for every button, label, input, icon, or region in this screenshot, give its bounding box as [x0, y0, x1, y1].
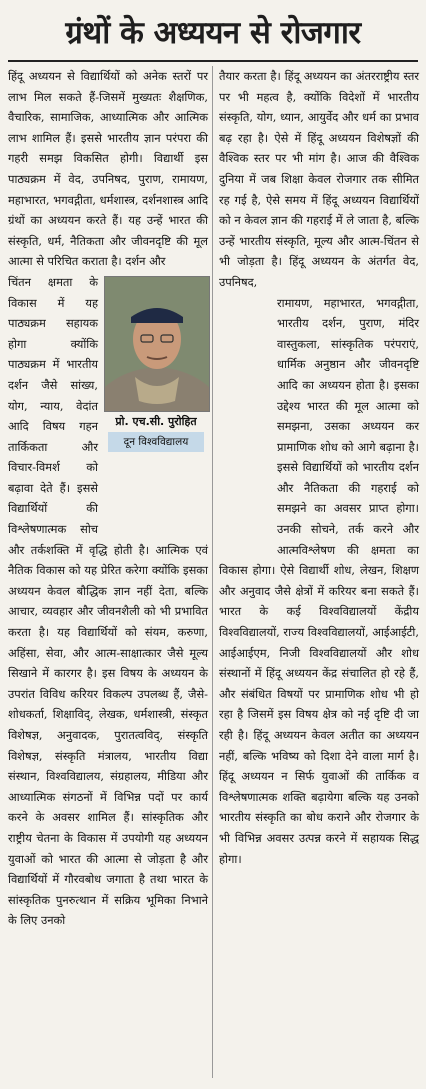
right-paragraph-1: तैयार करता है। हिंदू अध्ययन का अंतरराष्ट्रीय स्तर पर भी महत्व है, क्योंकि विदेशों में भारतीय संस्कृति, योग, ध्यान, आयुर्वेद और धर्म का प्रभाव बढ़ रहा है। ऐसे में हिंदू अध्ययन विशेषज्ञों की वैश्विक स्तर पर भी मांग है। आज की वैश्विक दुनिया में जब शिक्षा केवल रोजगार तक सीमित रह गई है, ऐसे समय में हिंदू अध्ययन विद्यार्थियों को न केवल ज्ञान की गहराई में ले जाता है, बल्कि उन्हें भारतीय संस्कृति, मूल्य और आत्म-चिंतन से भी जोड़ता है। हिंदू अध्ययन के अंतर्गत वेद, उपनिषद, — [219, 69, 419, 289]
right-paragraph-2: रामायण, महाभारत, भगवद्गीता, भारतीय दर्शन, पुराण, मंदिर वास्तुकला, सांस्कृतिक परंपराएं, धार्मिक अनुष्ठान और जीवनदृष्टि आदि का अध्ययन होता है। इसका उद्देश्य भारत की मूल आत्मा को समझना, उसका अध्ययन कर प्रामाणिक शोध को आगे बढ़ाना है। इससे विद्यार्थियों को भारतीय दर्शन और नैतिकता की गहराई को समझने का अवसर प्राप्त होगा। उनकी सोचने, तर्क करने और आत्मविश्लेषण की क्षमता का विकास होगा। ऐसे विद्यार्थी शोध, लेखन, शिक्षण और अनुवाद जैसे क्षेत्रों में करियर बना सकते हैं। भारत के कई विश्वविद्यालयों केंद्रीय विश्वविद्यालयों, राज्य विश्वविद्यालयों, आईआईटी, आईआईएम, निजी विश्वविद्यालयों और शोध संस्थानों में हिंदू अध्ययन केंद्र संचालित हो रहे हैं, और संबंधित विषयों पर प्रामाणिक शोध भी हो रहा है जिसमें इस विषय क्षेत्र को नई दृष्टि दी जा रही है। हिंदू अध्ययन केवल अतीत का अध्ययन नहीं, बल्कि भविष्य को दिशा देने वाला मार्ग है। हिंदू अध्ययन न सिर्फ युवाओं की तार्किक व विश्लेषणात्मक शक्ति बढ़ायेगा बल्कि यह उनको भारतीय संस्कृति का बोध कराने और रोजगार के भी विभिन्न अवसर उत्पन्न करने में सहायक सिद्ध होगा। — [219, 295, 419, 866]
left-paragraph-2: चिंतन क्षमता के विकास में यह पाठ्यक्रम सहायक होगा क्योंकि पाठ्यक्रम में भारतीय दर्शन जैसे सांख्य, योग, न्याय, वेदांत आदि विषय गहन तार्किकता और विचार-विमर्श को बढ़ावा देते हैं। इससे विद्यार्थियों की विश्लेषणात्मक सोच और तर्कशक्ति में वृद्धि होती है। आत्मिक एवं नैतिक विकास को यह प्रेरित करेगा क्योंकि इसका अध्ययन केवल बौद्धिक ज्ञान नहीं देता, बल्कि आचार, व्यवहार और जीवनशैली को भी प्रभावित करता है। यह विद्यार्थियों को संयम, करुणा, अहिंसा, सेवा, और आत्म-साक्षात्कार जैसे मूल्य सिखाने में कारगर है। इस विषय के अध्ययन के उपरांत विविध करियर विकल्प उपलब्ध हैं, जैसे-शोधकर्ता, शिक्षाविद्, लेखक, धर्मशास्त्री, संस्कृत विशेषज्ञ, अनुवादक, पुरातत्वविद्, संस्कृति विशेषज्ञ, संस्कृति मंत्रालय, भारतीय विद्या संस्थान, विश्वविद्यालय, संग्रहालय, मीडिया और आध्यात्मिक संगठनों में विभिन्न पदों पर कार्य करने के अवसर शामिल हैं। सांस्कृतिक और राष्ट्रीय चेतना के विकास में उपयोगी यह अध्ययन युवाओं को भारत की आत्मा से जोड़ता है और विद्यार्थियों में गौरवबोध जगाता है तथा भारत के सांस्कृतिक पुनरुत्थान में सक्रिय भूमिका निभाने के लिए उनको — [8, 274, 208, 928]
left-paragraph-1: हिंदू अध्ययन से विद्यार्थियों को अनेक स्तरों पर लाभ मिल सकते हैं-जिसमें मुख्यतः शैक्षणिक, वैचारिक, सामाजिक, आध्यात्मिक और आत्मिक लाभ शामिल हैं। इससे भारतीय ज्ञान परंपरा की गहरी समझ विकसित होगी। विद्यार्थी इस पाठ्यक्रम में वेद, उपनिषद, पुराण, रामायण, महाभारत, भगवद्गीता, धर्मशास्त्र, दर्शनशास्त्र आदि ग्रंथों का अध्ययन करते हैं। यह उन्हें भारत की संस्कृति, धर्म, नैतिकता और जीवनदृष्टि की मूल आत्मा से परिचित कराता है। दर्शन और — [8, 69, 208, 269]
headline-rule — [8, 60, 418, 62]
photo-spacer — [219, 297, 271, 535]
article-column-left — [8, 66, 208, 931]
article-column-right — [219, 66, 419, 869]
author-name: प्रो. एच.सी. पुरोहित — [115, 414, 197, 428]
column-divider — [212, 66, 213, 1078]
author-photo — [104, 276, 210, 412]
author-organization: दून विश्वविद्यालय — [108, 432, 204, 452]
author-photo-block — [104, 276, 208, 514]
headline: ग्रंथों के अध्ययन से रोजगार — [65, 15, 361, 51]
